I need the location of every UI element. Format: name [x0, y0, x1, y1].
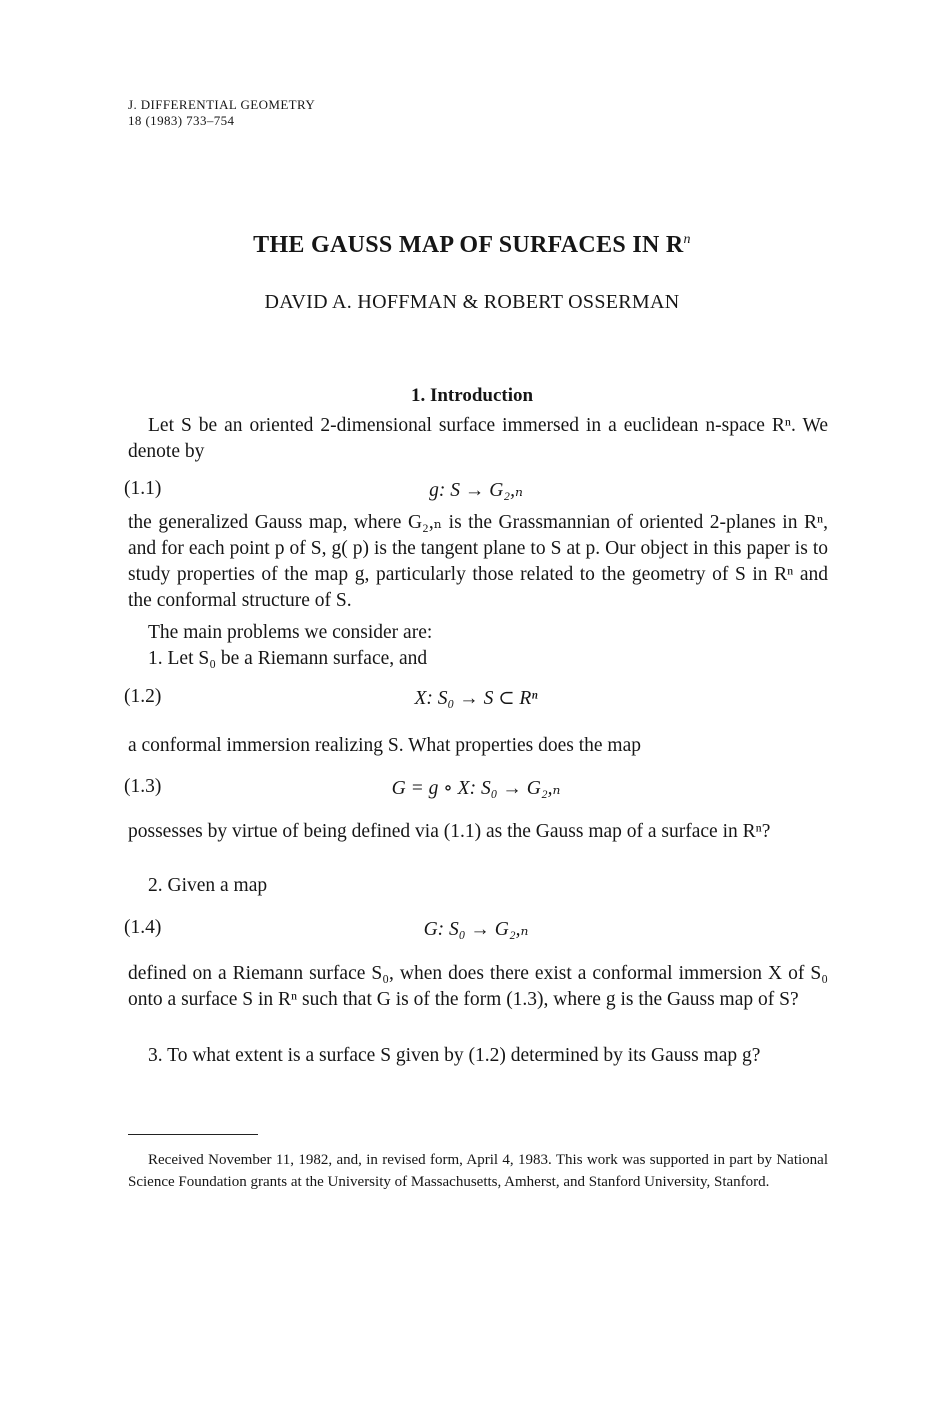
paragraph-3: The main problems we consider are:	[148, 622, 433, 643]
paragraph-2: the generalized Gauss map, where G₂,ₙ is the Grassmannian of oriented 2-planes in Rⁿ, and for each point p of S, g( p) is the tangent plane to S at p. Our object in this paper is to study properties of the map g, particularly those related to the geometry of S in Rⁿ and the conformal structure of S.	[128, 512, 828, 611]
journal-name: J. DIFFERENTIAL GEOMETRY	[128, 97, 316, 112]
equation-number: (1.1)	[124, 478, 162, 499]
paragraph-7: 2. Given a map	[148, 875, 268, 896]
paragraph-9: 3. To what extent is a surface S given by (1.2) determined by its Gauss map g?	[148, 1045, 761, 1066]
equation-number: (1.3)	[124, 776, 162, 797]
section-title: 1. Introduction	[410, 385, 534, 406]
equation-formula: X: S₀ → S ⊂ Rⁿ	[414, 688, 538, 709]
journal-header	[128, 97, 315, 129]
paper-authors: DAVID A. HOFFMAN & ROBERT OSSERMAN	[264, 291, 680, 313]
equation-formula: G: S₀ → G₂,ₙ	[423, 919, 529, 940]
paper-title-superscript: n	[683, 232, 691, 247]
equation-formula: g: S → G₂,ₙ	[429, 480, 523, 501]
equation-1-2	[124, 686, 828, 712]
paragraph-8: defined on a Riemann surface S₀, when does there exist a conformal immersion X of S₀ onto a surface S in Rⁿ such that G is of the form (1.3), where g is the Gauss map of S?	[128, 963, 828, 1010]
paragraph-1: Let S be an oriented 2-dimensional surface immersed in a euclidean n-space Rⁿ. We denote by	[128, 415, 828, 462]
equation-1-4	[124, 917, 828, 943]
equation-number: (1.4)	[124, 917, 162, 938]
equation-formula: G = g ∘ X: S₀ → G₂,ₙ	[391, 778, 561, 799]
equation-1-3	[124, 776, 828, 802]
volume-pages: 18 (1983) 733–754	[128, 113, 235, 128]
footnote-divider	[128, 1134, 258, 1135]
paper-title	[0, 232, 944, 259]
equation-1-1	[124, 478, 828, 504]
paragraph-4: 1. Let S₀ be a Riemann surface, and	[148, 648, 428, 669]
paragraph-5: a conformal immersion realizing S. What properties does the map	[128, 735, 641, 756]
equation-number: (1.2)	[124, 686, 162, 707]
footnote: Received November 11, 1982, and, in revised form, April 4, 1983. This work was supported in part by National Science Foundation grants at the University of Massachusetts, Amherst, and Stanford University, Stanford.	[128, 1152, 828, 1190]
paragraph-6: possesses by virtue of being defined via (1.1) as the Gauss map of a surface in Rⁿ?	[128, 821, 771, 842]
paper-title-text: THE GAUSS MAP OF SURFACES IN R	[253, 232, 684, 258]
